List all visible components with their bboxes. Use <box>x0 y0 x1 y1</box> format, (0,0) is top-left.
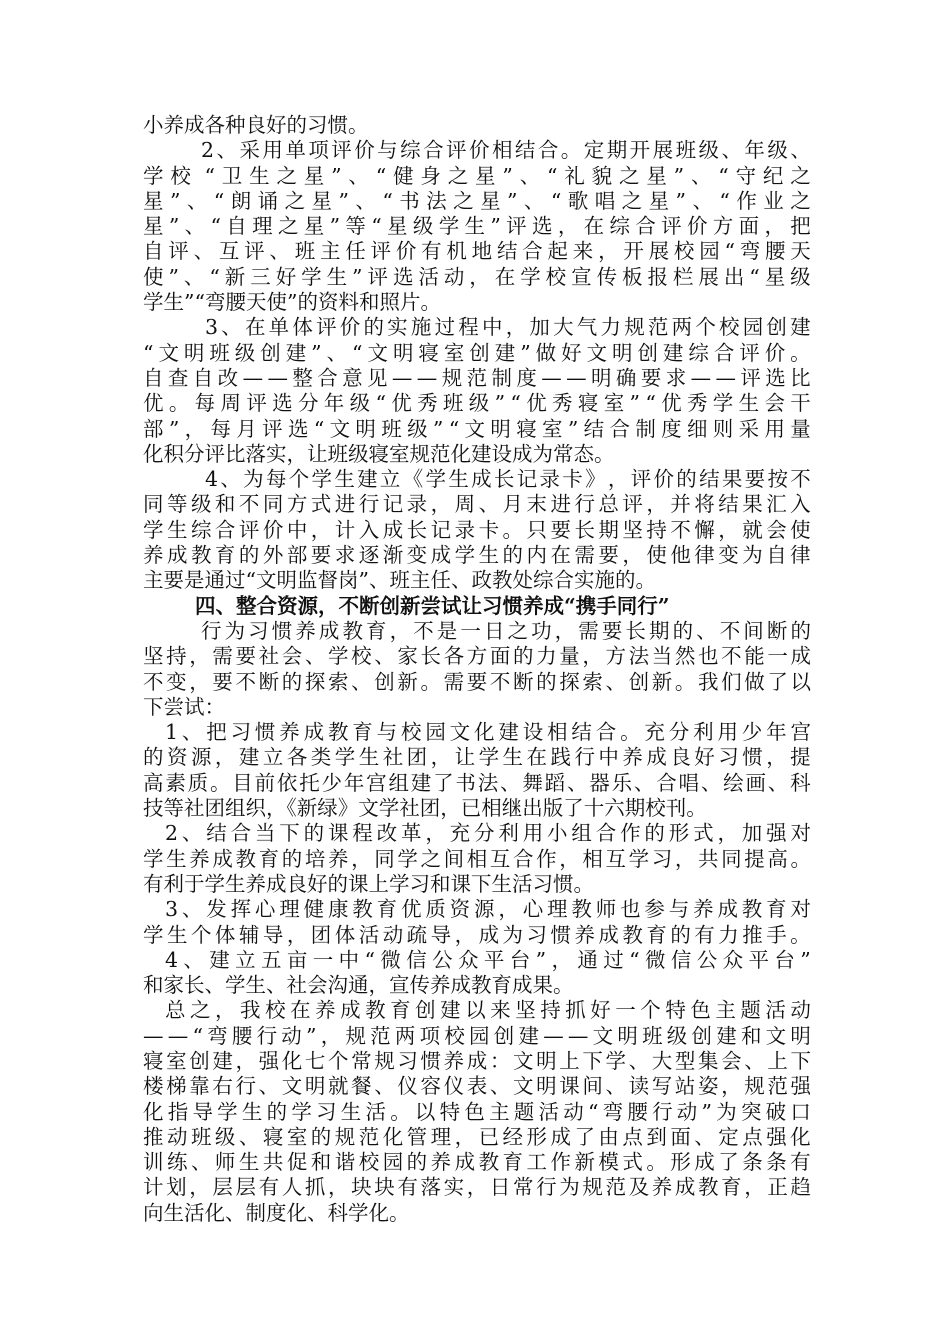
text-line: 不 变 ， 要 不 断 的 探 索 、 创 新 。 需 要 不 断 的 探 索 、 创 新 。 我 们 做 了 以 <box>143 669 811 694</box>
document-body <box>143 113 811 1226</box>
text-line: 学 生 个 体 辅 导 ， 团 体 活 动 疏 导 ， 成 为 习 惯 养 成 教 育 的 有 力 推 手 。 <box>143 922 811 947</box>
text-line: 养 成 教 育 的 外 部 要 求 逐 渐 变 成 学 生 的 内 在 需 要 ， 使 他 律 变 为 自 律 <box>143 543 811 568</box>
text-line: 楼 梯 靠 右 行 、 文 明 就 餐 、 仪 容 仪 表 、 文 明 课 间 、 读 写 站 姿 ， 规 范 强 <box>143 1074 811 1099</box>
text-line: 学生”“弯腰天使”的资料和照片。 <box>143 290 441 315</box>
text-line: 同 等 级 和 不 同 方 式 进 行 记 录 ， 周 、 月 末 进 行 总 评 ， 并 将 结 果 汇 入 <box>143 492 811 517</box>
text-line: 坚 持 ， 需 要 社 会 、 学 校 、 家 长 各 方 面 的 力 量 ， 方 法 当 然 也 不 能 一 成 <box>143 644 811 669</box>
text-line: 星 ” 、 “ 自 理 之 星 ” 等 “ 星 级 学 生 ” 评 选 ， 在 综 合 评 价 方 面 ， 把 <box>143 214 811 239</box>
text-line: 1 、 把 习 惯 养 成 教 育 与 校 园 文 化 建 设 相 结 合 。 充 分 利 用 少 年 宫 <box>165 720 811 745</box>
text-line: 和家长、学生、社会沟通，宣传养成教育成果。 <box>143 973 574 998</box>
text-line: 有利于学生养成良好的课上学习和课下生活习惯。 <box>143 871 594 896</box>
text-line: 3 、 发 挥 心 理 健 康 教 育 优 质 资 源 ， 心 理 教 师 也 参 与 养 成 教 育 对 <box>165 897 811 922</box>
section-heading: 四、整合资源，不断创新尝试让习惯养成“携手同行” <box>195 593 670 618</box>
text-line: 3 、 在 单 体 评 价 的 实 施 过 程 中 ， 加 大 气 力 规 范 两 个 校 园 创 建 <box>205 315 811 340</box>
text-line: 2 、 结 合 当 下 的 课 程 改 革 ， 充 分 利 用 小 组 合 作 的 形 式 ， 加 强 对 <box>165 821 811 846</box>
text-line: 学 生 养 成 教 育 的 培 养 ， 同 学 之 间 相 互 合 作 ， 相 互 学 习 ， 共 同 提 高 。 <box>143 846 811 871</box>
text-line: 总 之 ， 我 校 在 养 成 教 育 创 建 以 来 坚 持 抓 好 一 个 特 色 主 题 活 动 <box>165 998 811 1023</box>
text-line: 主要是通过“文明监督岗”、班主任、政教处综合实施的。 <box>143 568 656 593</box>
text-line: 的 资 源 ， 建 立 各 类 学 生 社 团 ， 让 学 生 在 践 行 中 养 成 良 好 习 惯 ， 提 <box>143 745 811 770</box>
text-line: — — “ 弯 腰 行 动 ” ， 规 范 两 项 校 园 创 建 — — 文 明 班 级 创 建 和 文 明 <box>143 1023 811 1048</box>
text-line: 小养成各种良好的习惯。 <box>143 113 369 137</box>
text-line: 行 为 习 惯 养 成 教 育 ， 不 是 一 日 之 功 ， 需 要 长 期 的 、 不 间 断 的 <box>201 618 811 643</box>
text-line: 使 ” 、 “ 新 三 好 学 生 ” 评 选 活 动 ， 在 学 校 宣 传 板 报 栏 展 出 “ 星 级 <box>143 264 811 289</box>
text-line: 下尝试： <box>143 694 225 719</box>
text-line: 4 、 为 每 个 学 生 建 立 《 学 生 成 长 记 录 卡 》 ， 评 价 的 结 果 要 按 不 <box>205 467 811 492</box>
text-line: 推 动 班 级 、 寝 室 的 规 范 化 管 理 ， 已 经 形 成 了 由 点 到 面 、 定 点 强 化 <box>143 1124 811 1149</box>
text-line: 化 指 导 学 生 的 学 习 生 活 。 以 特 色 主 题 活 动 “ 弯 腰 行 动 ” 为 突 破 口 <box>143 1099 811 1124</box>
text-line: 4 、 建 立 五 亩 一 中 “ 微 信 公 众 平 台 ” ， 通 过 “ 微 信 公 众 平 台 ” <box>165 947 811 972</box>
text-line: 2 、 采 用 单 项 评 价 与 综 合 评 价 相 结 合 。 定 期 开 展 班 级 、 年 级 、 <box>201 138 811 163</box>
text-line: 寝 室 创 建 ， 强 化 七 个 常 规 习 惯 养 成 ： 文 明 上 下 学 、 大 型 集 会 、 上 下 <box>143 1048 811 1073</box>
text-line: 向生活化、制度化、科学化。 <box>143 1200 410 1225</box>
text-line: 计 划 ， 层 层 有 人 抓 ， 块 块 有 落 实 ， 日 常 行 为 规 范 及 养 成 教 育 ， 正 趋 <box>143 1175 811 1200</box>
text-line: 优 。 每 周 评 选 分 年 级 “ 优 秀 班 级 ” “ 优 秀 寝 室 ” “ 优 秀 学 生 会 干 <box>143 391 811 416</box>
text-line: 自 查 自 改 — — 整 合 意 见 — — 规 范 制 度 — — 明 确 要 求 — — 评 选 比 <box>143 365 811 390</box>
text-line: 高 素 质 。 目 前 依 托 少 年 宫 组 建 了 书 法 、 舞 蹈 、 器 乐 、 合 唱 、 绘 画 、 科 <box>143 770 811 795</box>
text-line: “ 文 明 班 级 创 建 ” 、 “ 文 明 寝 室 创 建 ” 做 好 文 明 创 建 综 合 评 价 。 <box>143 340 811 365</box>
text-line: 学 生 综 合 评 价 中 ， 计 入 成 长 记 录 卡 。 只 要 长 期 坚 持 不 懈 ， 就 会 使 <box>143 517 811 542</box>
text-line: 星 ” 、 “ 朗 诵 之 星 ” 、 “ 书 法 之 星 ” 、 “ 歌 唱 之 星 ” 、 “ 作 业 之 <box>143 188 811 213</box>
text-line: 部 ” ， 每 月 评 选 “ 文 明 班 级 ” “ 文 明 寝 室 ” 结 合 制 度 细 则 采 用 量 <box>143 416 811 441</box>
text-line: 化积分评比落实，让班级寝室规范化建设成为常态。 <box>143 441 615 466</box>
text-line: 学 校 “ 卫 生 之 星 ” 、 “ 健 身 之 星 ” 、 “ 礼 貌 之 星 ” 、 “ 守 纪 之 <box>143 163 811 188</box>
text-line: 技等社团组织，《新绿》文学社团，已相继出版了十六期校刊。 <box>143 796 707 821</box>
text-line: 训 练 、 师 生 共 促 和 谐 校 园 的 养 成 教 育 工 作 新 模 式 。 形 成 了 条 条 有 <box>143 1150 811 1175</box>
text-line: 自 评 、 互 评 、 班 主 任 评 价 有 机 地 结 合 起 来 ， 开 展 校 园 “ 弯 腰 天 <box>143 239 811 264</box>
